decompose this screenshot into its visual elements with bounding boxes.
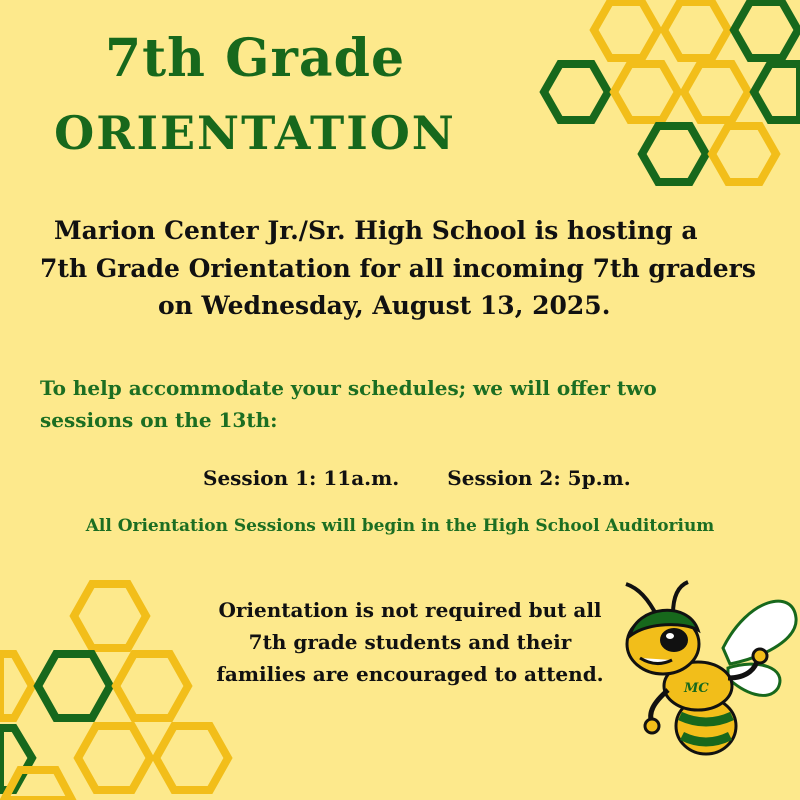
accommodate-line-2: sessions on the 13th: [40, 408, 278, 432]
hexagon [664, 2, 728, 58]
hexagon [614, 64, 678, 120]
hexagon [38, 654, 110, 718]
hexagon [594, 2, 658, 58]
hexagon [4, 770, 72, 800]
intro-line-2: 7th Grade Orientation for all incoming 7th graders [40, 253, 756, 283]
hexagon [116, 654, 188, 718]
mascot-shirt-text: MC [684, 681, 709, 696]
hexagon [74, 584, 146, 648]
hexagon [642, 126, 706, 182]
hexagon [754, 64, 800, 120]
hexagon [156, 726, 228, 790]
title-line-1: 7th Grade [104, 28, 406, 89]
attendance-note-line-2: 7th grade students and their [248, 630, 572, 654]
hexagon [544, 64, 608, 120]
attendance-note-line-3: families are encouraged to attend. [216, 662, 604, 686]
session-1: Session 1: 11a.m. [203, 466, 400, 490]
hexagon [712, 126, 776, 182]
intro-text [40, 212, 790, 325]
intro-line-1: Marion Center Jr./Sr. High School is hosting a [54, 216, 698, 245]
attendance-note [195, 594, 625, 690]
attendance-note-line-1: Orientation is not required but all [218, 598, 602, 622]
hexagon [78, 726, 150, 790]
intro-line-3: on Wednesday, August 13, 2025. [158, 291, 611, 320]
title-line-2: ORIENTATION [54, 106, 456, 160]
hexagon [0, 654, 32, 718]
accommodate-text [40, 372, 780, 436]
hexagon [734, 2, 798, 58]
session-times [203, 466, 763, 490]
auditorium-note: All Orientation Sessions will begin in the High School Auditorium [85, 516, 715, 536]
session-2: Session 2: 5p.m. [447, 466, 631, 490]
honeycomb-top-decoration [530, 0, 800, 200]
accommodate-line-1: To help accommodate your schedules; we will offer two [40, 376, 657, 400]
yellow-jacket-mascot-icon [618, 578, 800, 758]
hexagon [684, 64, 748, 120]
honeycomb-bottom-decoration [0, 570, 250, 800]
